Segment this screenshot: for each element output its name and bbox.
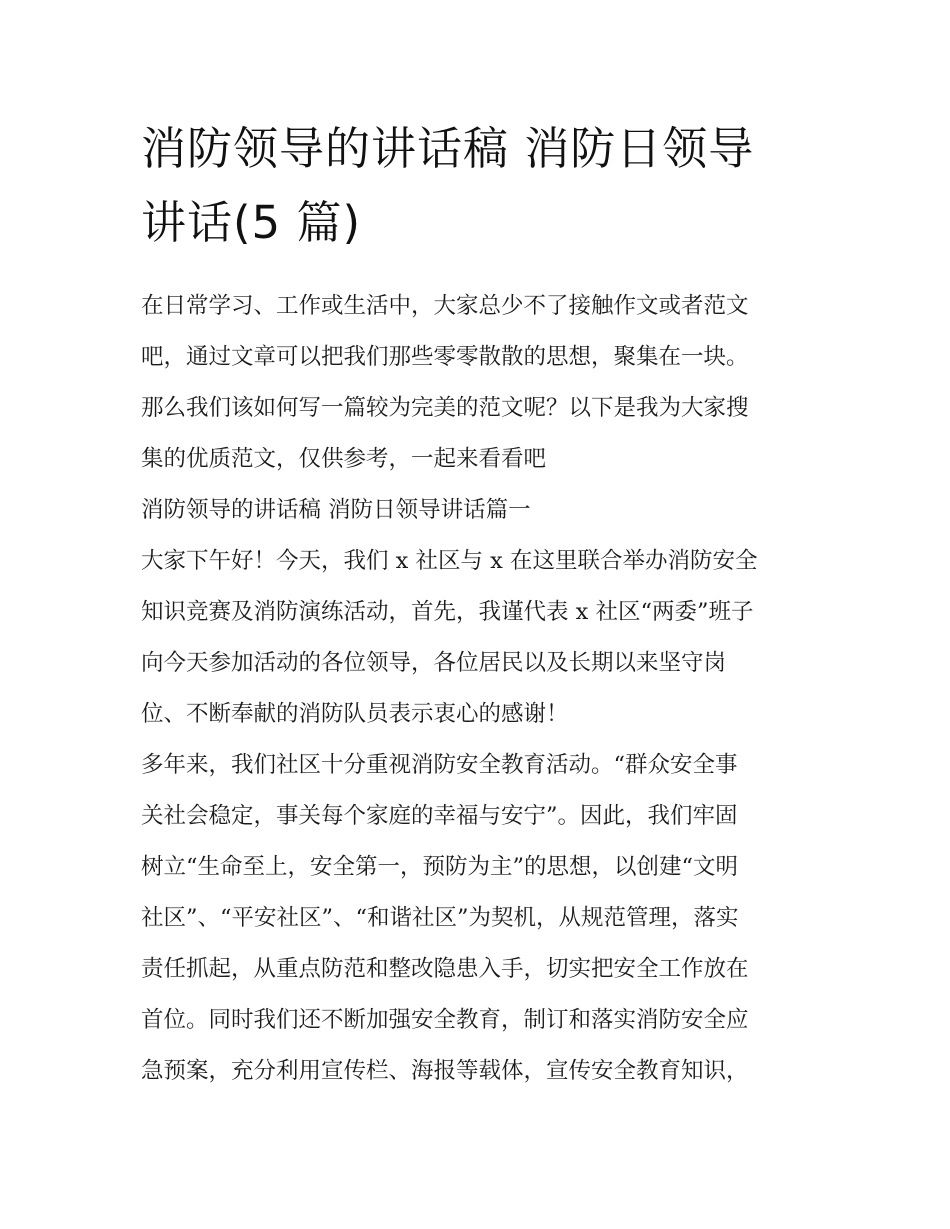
text-line: 大家下午好！今天，我们 x 社区与 x 在这里联合举办消防安全 — [141, 548, 758, 574]
text-line: 社区”、“平安社区”、“和谐社区”为契机，从规范管理，落实 — [141, 905, 739, 931]
text-line: 关社会稳定，事关每个家庭的幸福与安宁”。因此，我们牢固 — [141, 803, 738, 829]
text-line: 树立“生命至上，安全第一，预防为主”的思想，以创建“文明 — [141, 854, 739, 880]
document-title — [141, 112, 821, 260]
text-line: 位、不断奉献的消防队员表示衷心的感谢！ — [141, 701, 569, 727]
text-line: 急预案，充分利用宣传栏、海报等载体，宣传安全教育知识， — [141, 1058, 749, 1084]
text-line: 多年来，我们社区十分重视消防安全教育活动。“群众安全事 — [141, 752, 738, 778]
section-heading: 消防领导的讲话稿 消防日领导讲话篇一 — [141, 497, 531, 523]
text-line: 知识竞赛及消防演练活动，首先，我谨代表 x 社区“两委”班子 — [141, 599, 754, 625]
text-line: 在日常学习、工作或生活中，大家总少不了接触作文或者范文 — [141, 293, 749, 319]
text-line: 吧，通过文章可以把我们那些零零散散的思想，聚集在一块。 — [141, 344, 749, 370]
document-body — [141, 281, 821, 1097]
title-line-2: 讲话(5 篇) — [141, 196, 362, 249]
text-line: 集的优质范文，仅供参考，一起来看看吧 — [141, 446, 547, 472]
title-line-1: 消防领导的讲话稿 消防日领导 — [141, 122, 755, 175]
text-line: 首位。同时我们还不断加强安全教育，制订和落实消防安全应 — [141, 1007, 749, 1033]
text-line: 向今天参加活动的各位领导，各位居民以及长期以来坚守岗 — [141, 650, 727, 676]
text-line: 那么我们该如何写一篇较为完美的范文呢？以下是我为大家搜 — [141, 395, 749, 421]
text-line: 责任抓起，从重点防范和整改隐患入手，切实把安全工作放在 — [141, 956, 749, 982]
